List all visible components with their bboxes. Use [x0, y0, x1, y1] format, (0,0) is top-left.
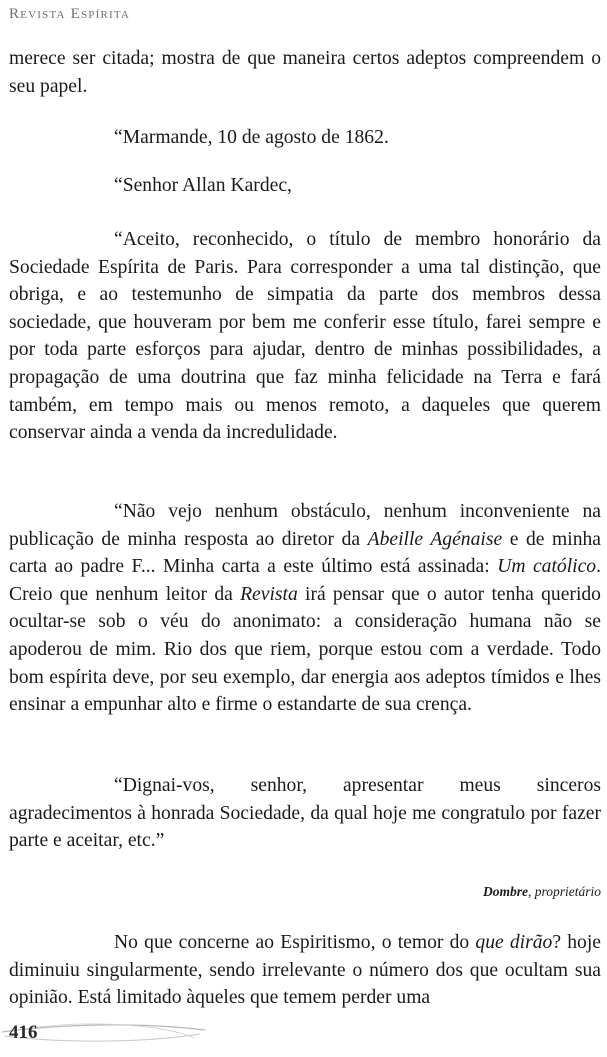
text-run: ? hoje diminuiu singularmente, sendo irrelevante o número dos que ocultam sua opinião. Está limitado àqueles que temem perder uma [9, 932, 601, 1009]
journal-title: Revista [240, 583, 298, 605]
letter-dateline: “Marmande, 10 de agosto de 1862. [114, 127, 389, 148]
signer-name: Dombre [482, 884, 528, 899]
emphasis-phrase: que dirão [475, 932, 553, 953]
paragraph-commentary [9, 929, 601, 1012]
text-run: “Não vejo nenhum obstáculo, nenhum inconveniente na publicação de minha resposta ao diretor da [9, 501, 601, 550]
text-run: . Creio que nenhum leitor da [9, 556, 601, 605]
letter-salutation: “Senhor Allan Kardec, [114, 175, 292, 196]
publication-title: Abeille Agénaise [367, 528, 503, 550]
page-number: 416 [9, 1022, 38, 1043]
text-run: No que concerne ao Espiritismo, o temor do [114, 932, 476, 953]
text-run: e de minha carta ao padre F... Minha carta a este último está assinada: [9, 528, 601, 578]
text-run: irá pensar que o autor tenha querido ocultar-se sob o véu do anonimato: a consideração humana não se apoderou de mim. Rio dos que riem, porque estou com a verdade. Todo bom espírita deve, por seu exemplo, dar energia aos adeptos tímidos e lhes ensinar a empunhar alto e firme o estandarte de sua crença. [9, 583, 601, 716]
running-head: Revista Espírita [9, 6, 131, 22]
signature-separator: , [527, 884, 535, 899]
letter-paragraph-publication [9, 498, 601, 719]
letter-signature [201, 884, 601, 900]
paragraph-continuation: merece ser citada; mostra de que maneira certos adeptos compreendem o seu papel. [9, 48, 601, 97]
letter-paragraph-closing: “Dignai-vos, senhor, apresentar meus sinceros agradecimentos à honrada Sociedade, da qual hoje me congratulo por fazer parte e aceitar, etc.” [9, 775, 601, 852]
signature-phrase: Um católico [497, 556, 597, 578]
signer-role: proprietário [534, 884, 601, 899]
letter-paragraph-acceptance: “Aceito, reconhecido, o título de membro honorário da Sociedade Espírita de Paris. Para corresponder a uma tal distinção, que obriga, e ao testemunho de simpatia da parte dos membros dessa sociedade, que houveram por bem me conferir esse título, farei sempre e por toda parte esforços para ajudar, dentro de minhas possibilidades, a propagação de uma doutrina que faz minha felicidade na Terra e fará também, em tempo mais ou menos remoto, a daqueles que querem conservar ainda a venda da incredulidade. [9, 229, 601, 444]
